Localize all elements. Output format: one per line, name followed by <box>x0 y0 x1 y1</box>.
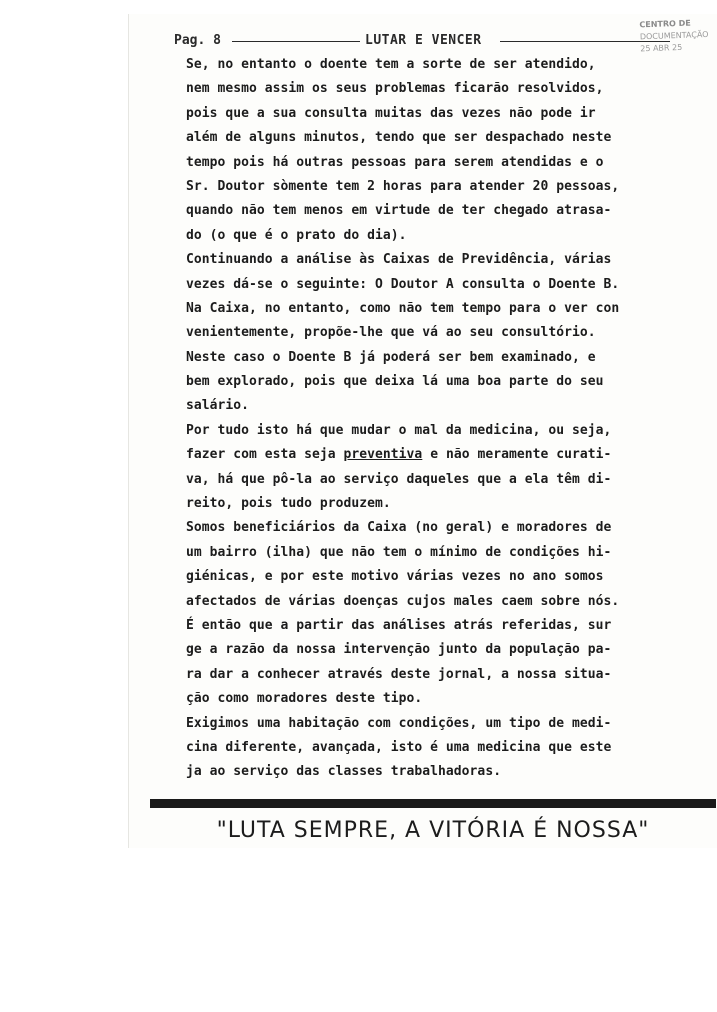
stamp-line-3: 25 ABR 25 <box>640 42 683 54</box>
text-line: afectados de várias doenças cujos males caem sobre nós. <box>186 593 620 609</box>
footer-slogan: "LUTA SEMPRE, A VITÓRIA É NOSSA" <box>216 818 650 843</box>
text-segment: fazer com esta seja <box>186 447 344 463</box>
header-rule-right <box>500 41 670 42</box>
stamp-line-2: DOCUMENTAÇÃO <box>639 29 709 42</box>
text-line: ção como moradores deste tipo. <box>186 691 423 707</box>
text-line: além de alguns minutos, tendo que ser despachado neste <box>186 130 612 146</box>
text-line: pois que a sua consulta muitas das vezes não pode ir <box>186 105 596 121</box>
text-line: Sr. Doutor sòmente tem 2 horas para atender 20 pessoas, <box>186 178 620 194</box>
text-line: ge a razão da nossa intervenção junto da população pa- <box>186 642 612 658</box>
text-line: tempo pois há outras pessoas para serem atendidas e o <box>186 154 604 170</box>
text-line: ra dar a conhecer através deste jornal, a nossa situa- <box>186 666 612 682</box>
text-line: venientemente, propõe-lhe que vá ao seu consultório. <box>186 325 596 341</box>
text-line: Na Caixa, no entanto, como não tem tempo para o ver con <box>186 300 620 316</box>
page-number: Pag. 8 <box>174 33 221 48</box>
text-line: giénicas, e por este motivo várias vezes no ano somos <box>186 569 604 585</box>
text-line: quando não tem menos em virtude de ter chegado atrasa- <box>186 203 612 219</box>
text-line: Por tudo isto há que mudar o mal da medicina, ou seja, <box>186 422 612 438</box>
page-title: LUTAR E VENCER <box>365 33 482 48</box>
text-line: ja ao serviço das classes trabalhadoras. <box>186 764 502 780</box>
text-line: salário. <box>186 398 250 414</box>
underlined-word: preventiva <box>343 447 423 463</box>
text-line: Continuando a análise às Caixas de Previdência, várias <box>186 252 612 268</box>
text-line: Se, no entanto o doente tem a sorte de ser atendido, <box>186 57 596 72</box>
text-line: do (o que é o prato do dia). <box>186 227 407 243</box>
text-line: Exigimos uma habitação com condições, um tipo de medi- <box>186 715 612 731</box>
text-line: nem mesmo assim os seus problemas ficarão resolvidos, <box>186 81 604 97</box>
text-line: É então que a partir das análises atrás referidas, sur <box>186 617 612 633</box>
text-line: reito, pois tudo produzem. <box>186 496 391 512</box>
text-line: Somos beneficiários da Caixa (no geral) e moradores de <box>186 520 612 536</box>
text-line: bem explorado, pois que deixa lá uma boa parte do seu <box>186 374 604 390</box>
stamp-line-1: CENTRO DE <box>639 18 691 30</box>
footer-rule <box>150 799 716 808</box>
text-line: um bairro (ilha) que não tem o mínimo de condições hi- <box>186 544 612 560</box>
text-line: cina diferente, avançada, isto é uma medicina que este <box>186 739 612 755</box>
text-line: va, há que pô-la ao serviço daqueles que a ela têm di- <box>186 471 612 487</box>
text-line: vezes dá-se o seguinte: O Doutor A consulta o Doente B. <box>186 276 620 292</box>
header-rule-left <box>232 41 360 42</box>
page-header <box>160 33 680 51</box>
text-line-with-underline <box>186 443 686 467</box>
text-line: Neste caso o Doente B já poderá ser bem examinado, e <box>186 349 596 365</box>
article-body <box>186 53 686 785</box>
text-segment: e não meramente curati- <box>430 447 612 463</box>
